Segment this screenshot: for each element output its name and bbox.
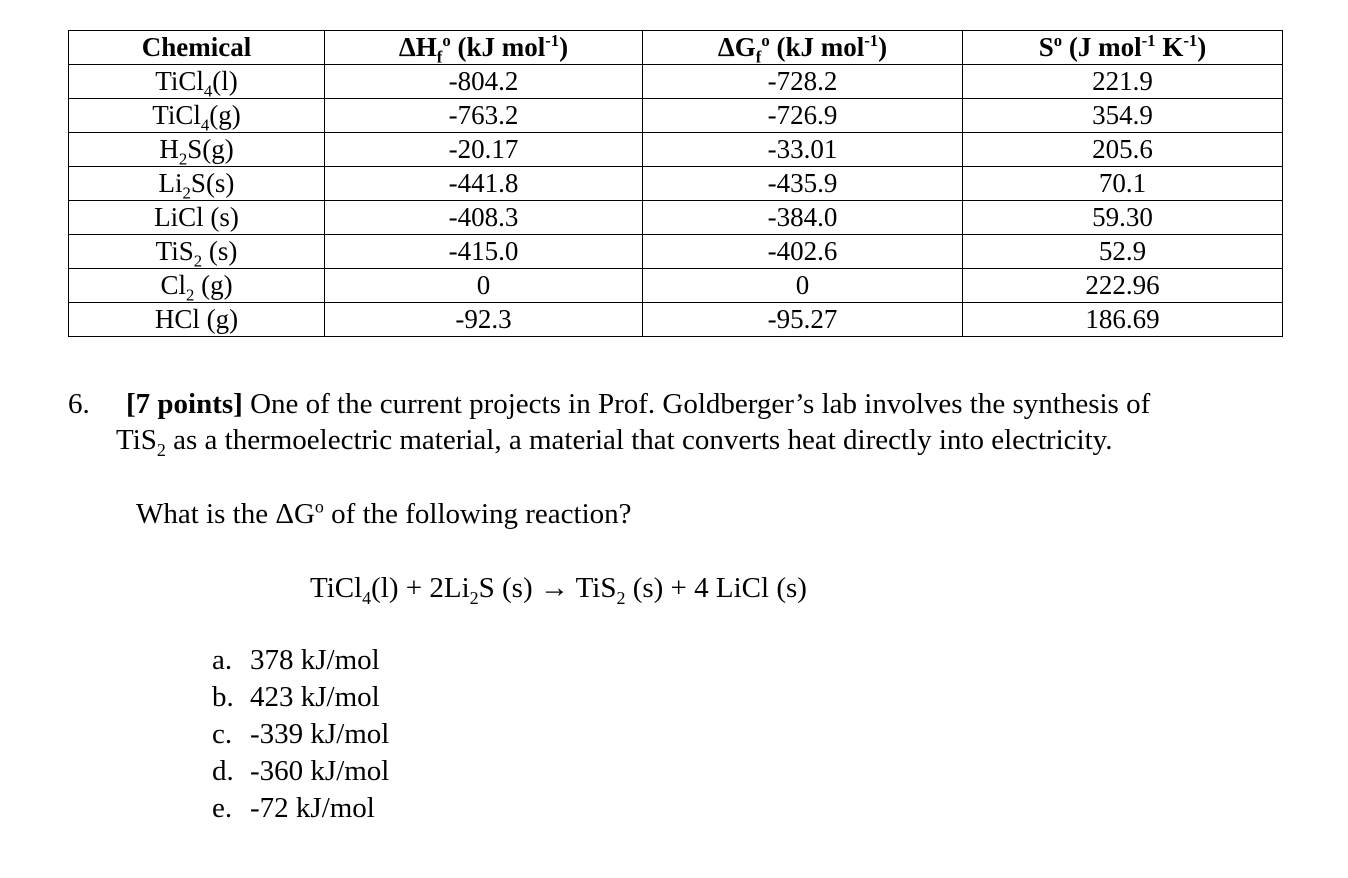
choice-text: -339 kJ/mol	[250, 718, 390, 750]
answer-choice-e[interactable]	[212, 790, 389, 827]
header-gibbs: $\Delta G_f^o$ (kJ mol$^{-1}$)	[643, 31, 963, 65]
cell-entropy: 70.1	[963, 167, 1283, 201]
table-row	[69, 303, 1283, 337]
answer-choice-b[interactable]	[212, 679, 389, 716]
header-entropy: $S^o$ (J mol$^{-1}$ $K^{-1}$)	[963, 31, 1283, 65]
cell-entropy: 186.69	[963, 303, 1283, 337]
table-header-row	[69, 31, 1283, 65]
table-row	[69, 167, 1283, 201]
cell-enthalpy: 0	[325, 269, 643, 303]
choice-text: -360 kJ/mol	[250, 755, 390, 787]
choice-letter: a.	[212, 644, 233, 676]
cell-gibbs: -726.9	[643, 99, 963, 133]
header-enthalpy: $\Delta H_f^o$ (kJ mol$^{-1}$)	[325, 31, 643, 65]
cell-gibbs: -402.6	[643, 235, 963, 269]
cell-gibbs: -728.2	[643, 65, 963, 99]
cell-entropy: 222.96	[963, 269, 1283, 303]
choice-letter: b.	[212, 681, 234, 713]
choice-letter: c.	[212, 718, 233, 750]
answer-choices	[212, 642, 389, 827]
table-row	[69, 235, 1283, 269]
cell-chemical: LiCl (s)	[69, 201, 325, 235]
cell-chemical: $Cl_2$ (g)	[69, 269, 325, 303]
question-line-2: TiS$_2$ as a thermoelectric material, a material that converts heat directly into electricity.	[116, 424, 1113, 460]
choice-text: 423 kJ/mol	[250, 681, 380, 713]
cell-chemical: TiCl$_4$(l)	[69, 65, 325, 99]
cell-entropy: 59.30	[963, 201, 1283, 235]
table-row	[69, 99, 1283, 133]
cell-enthalpy: -441.8	[325, 167, 643, 201]
cell-chemical: $Li_2S(s)$	[69, 167, 325, 201]
cell-gibbs: -95.27	[643, 303, 963, 337]
choice-letter: e.	[212, 792, 233, 824]
choice-text: 378 kJ/mol	[250, 644, 380, 676]
choice-letter: d.	[212, 755, 234, 787]
question-number: 6.	[68, 388, 90, 420]
question-text	[116, 386, 1316, 458]
cell-enthalpy: -804.2	[325, 65, 643, 99]
cell-gibbs: -435.9	[643, 167, 963, 201]
cell-entropy: 205.6	[963, 133, 1283, 167]
cell-gibbs: 0	[643, 269, 963, 303]
question-line-1: [7 points] One of the current projects in Prof. Goldberger’s lab involves the synthesis of	[126, 388, 1151, 420]
question-points: [7 points]	[126, 388, 243, 420]
table-row	[69, 65, 1283, 99]
cell-enthalpy: -20.17	[325, 133, 643, 167]
cell-gibbs: -384.0	[643, 201, 963, 235]
answer-choice-c[interactable]	[212, 716, 389, 753]
cell-chemical: TiS$_2$ (s)	[69, 235, 325, 269]
thermodynamic-data-table	[68, 30, 1283, 337]
cell-chemical: $H_2S(g)$	[69, 133, 325, 167]
choice-text: -72 kJ/mol	[250, 792, 375, 824]
answer-choice-a[interactable]	[212, 642, 389, 679]
table-row	[69, 133, 1283, 167]
cell-enthalpy: -763.2	[325, 99, 643, 133]
question-prompt: What is the $\Delta G^o$ of the following reaction?	[136, 496, 632, 530]
cell-enthalpy: -408.3	[325, 201, 643, 235]
cell-gibbs: -33.01	[643, 133, 963, 167]
answer-choice-d[interactable]	[212, 753, 389, 790]
cell-chemical: HCl (g)	[69, 303, 325, 337]
cell-entropy: 52.9	[963, 235, 1283, 269]
header-chemical: Chemical	[69, 31, 325, 65]
table-row	[69, 269, 1283, 303]
reaction-equation: TiCl$_4$(l) + $2Li_2S$ (s) → TiS$_2$ (s) + 4 LiCl (s)	[310, 572, 807, 608]
cell-entropy: 354.9	[963, 99, 1283, 133]
cell-entropy: 221.9	[963, 65, 1283, 99]
cell-enthalpy: -92.3	[325, 303, 643, 337]
arrow-icon: →	[539, 572, 569, 604]
table-row	[69, 201, 1283, 235]
cell-enthalpy: -415.0	[325, 235, 643, 269]
cell-chemical: TiCl$_4$(g)	[69, 99, 325, 133]
